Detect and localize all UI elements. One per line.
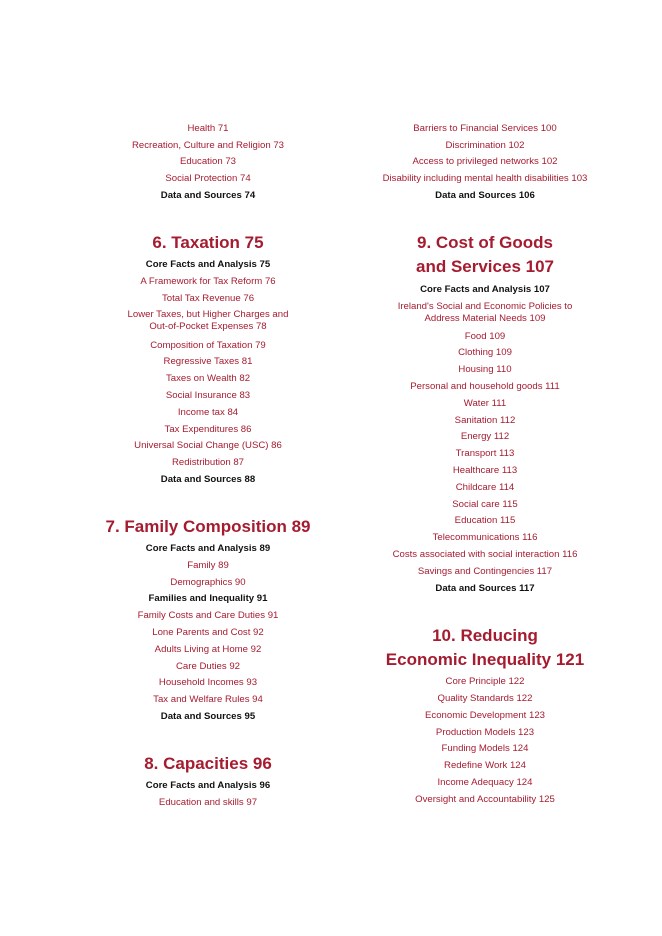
toc-entry[interactable]: Oversight and Accountability 125 — [415, 794, 555, 805]
chapter-heading[interactable]: 10. Reducing Economic Inequality 121 — [385, 626, 585, 669]
toc-entry[interactable]: Energy 112 — [460, 431, 510, 442]
toc-subheading[interactable]: Data and Sources 74 — [160, 190, 256, 201]
chapter-heading[interactable]: 8. Capacities 96 — [144, 754, 272, 773]
toc-entry[interactable]: Discrimination 102 — [445, 140, 525, 151]
toc-entry[interactable]: Production Models 123 — [435, 727, 535, 738]
toc-entry[interactable]: Total Tax Revenue 76 — [161, 293, 255, 304]
toc-entry[interactable]: Education 73 — [179, 156, 236, 167]
toc-entry[interactable]: Tax Expenditures 86 — [164, 424, 252, 435]
toc-entry[interactable]: Social care 115 — [452, 499, 518, 510]
toc-entry-multiline[interactable]: Lower Taxes, but Higher Charges and Out-of-Pocket Expenses 78 — [127, 309, 289, 332]
toc-subheading[interactable]: Data and Sources 88 — [160, 474, 256, 485]
toc-subheading[interactable]: Core Facts and Analysis 75 — [145, 259, 271, 270]
toc-entry[interactable]: Regressive Taxes 81 — [163, 356, 253, 367]
toc-entry[interactable]: Income tax 84 — [177, 407, 239, 418]
toc-entry[interactable]: Food 109 — [464, 331, 506, 342]
toc-entry[interactable]: Taxes on Wealth 82 — [165, 373, 251, 384]
toc-entry[interactable]: Lone Parents and Cost 92 — [152, 627, 264, 638]
toc-entry[interactable]: Family Costs and Care Duties 91 — [137, 610, 279, 621]
toc-entry[interactable]: Barriers to Financial Services 100 — [413, 123, 557, 134]
toc-entry[interactable]: Recreation, Culture and Religion 73 — [132, 140, 284, 151]
toc-entry[interactable]: Personal and household goods 111 — [410, 381, 560, 392]
toc-entry-multiline[interactable]: Ireland's Social and Economic Policies to Address Material Needs 109 — [397, 301, 573, 324]
toc-entry[interactable]: Costs associated with social interaction 116 — [392, 549, 578, 560]
toc-entry[interactable]: Education and skills 97 — [158, 797, 258, 808]
chapter-heading[interactable]: 6. Taxation 75 — [152, 233, 264, 252]
toc-entry[interactable]: Adults Living at Home 92 — [154, 644, 262, 655]
toc-entry[interactable]: Telecommunications 116 — [432, 532, 538, 543]
toc-entry[interactable]: Composition of Taxation 79 — [150, 340, 266, 351]
toc-entry[interactable]: Social Protection 74 — [165, 173, 251, 184]
toc-entry[interactable]: Family 89 — [187, 560, 229, 571]
chapter-heading[interactable]: 9. Cost of Goods and Services 107 — [416, 233, 554, 276]
toc-entry[interactable]: Funding Models 124 — [441, 743, 529, 754]
toc-entry[interactable]: Disability including mental health disabilities 103 — [382, 173, 588, 184]
toc-entry[interactable]: Income Adequacy 124 — [437, 777, 533, 788]
toc-entry[interactable]: Health 71 — [187, 123, 229, 134]
toc-entry[interactable]: Demographics 90 — [170, 577, 246, 588]
toc-subheading[interactable]: Data and Sources 106 — [435, 190, 535, 201]
toc-entry[interactable]: Childcare 114 — [455, 482, 515, 493]
toc-subheading[interactable]: Data and Sources 117 — [435, 583, 535, 594]
toc-entry[interactable]: Healthcare 113 — [452, 465, 518, 476]
toc-subheading[interactable]: Core Facts and Analysis 89 — [145, 543, 271, 554]
toc-subheading[interactable]: Data and Sources 95 — [160, 711, 256, 722]
toc-entry[interactable]: A Framework for Tax Reform 76 — [140, 276, 276, 287]
toc-entry[interactable]: Sanitation 112 — [454, 415, 516, 426]
toc-entry[interactable]: Housing 110 — [458, 364, 512, 375]
toc-entry[interactable]: Water 111 — [463, 398, 507, 409]
toc-entry[interactable]: Transport 113 — [455, 448, 515, 459]
toc-subheading[interactable]: Families and Inequality 91 — [148, 593, 268, 604]
toc-entry[interactable]: Education 115 — [454, 515, 516, 526]
toc-entry[interactable]: Savings and Contingencies 117 — [417, 566, 553, 577]
toc-entry[interactable]: Economic Development 123 — [425, 710, 545, 721]
toc-subheading[interactable]: Core Facts and Analysis 107 — [420, 284, 550, 295]
toc-entry[interactable]: Household Incomes 93 — [158, 677, 258, 688]
toc-entry[interactable]: Redefine Work 124 — [444, 760, 526, 771]
toc-entry[interactable]: Universal Social Change (USC) 86 — [134, 440, 282, 451]
toc-entry[interactable]: Care Duties 92 — [176, 661, 240, 672]
toc-entry[interactable]: Quality Standards 122 — [437, 693, 533, 704]
toc-entry[interactable]: Clothing 109 — [458, 347, 512, 358]
toc-entry[interactable]: Tax and Welfare Rules 94 — [153, 694, 263, 705]
toc-entry[interactable]: Core Principle 122 — [445, 676, 525, 687]
toc-entry[interactable]: Access to privileged networks 102 — [412, 156, 558, 167]
toc-entry[interactable]: Social Insurance 83 — [165, 390, 251, 401]
toc-subheading[interactable]: Core Facts and Analysis 96 — [145, 780, 271, 791]
toc-entry[interactable]: Redistribution 87 — [172, 457, 244, 468]
chapter-heading[interactable]: 7. Family Composition 89 — [105, 517, 311, 536]
